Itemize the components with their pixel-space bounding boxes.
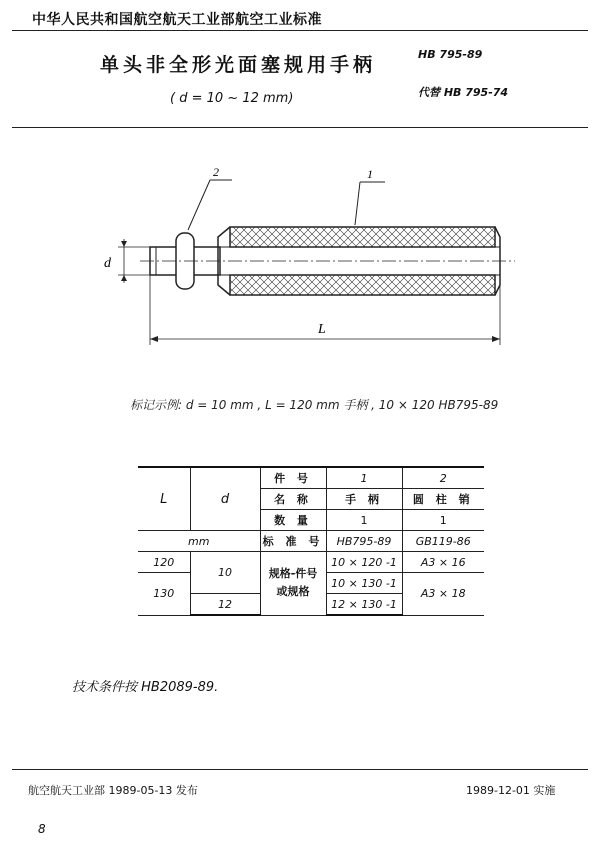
row2-L: 130: [138, 573, 190, 616]
leader-2: [188, 180, 232, 230]
row1-pin: A3 × 16: [402, 552, 484, 573]
name-label: 名 称: [260, 489, 326, 510]
dim-L-label: L: [318, 322, 326, 337]
table-row: [138, 467, 484, 489]
table-row: [138, 552, 484, 573]
row2-pin: A3 × 18: [402, 573, 484, 616]
part-no-1: 1: [326, 467, 402, 489]
std-2: GB119-86: [402, 531, 484, 552]
header-divider: [12, 30, 588, 31]
technical-drawing: [0, 130, 600, 380]
row1-handle: 10 × 120 -1: [326, 552, 402, 573]
page-subtitle: ( d = 10 ~ 12 mm): [170, 91, 294, 106]
spec-label-line1: 规格-件号: [268, 567, 318, 581]
unit-cell: mm: [138, 531, 260, 552]
col-d-header: d: [190, 467, 260, 531]
spec-label: [260, 552, 326, 616]
row3-d: 12: [190, 594, 260, 616]
std-1: HB795-89: [326, 531, 402, 552]
footer-divider: [12, 769, 588, 770]
technical-conditions: 技术条件按 HB2089-89.: [72, 680, 219, 695]
row1-d: 10: [190, 552, 260, 594]
marking-example: 标记示例: d = 10 mm , L = 120 mm 手柄 , 10 × 120 HB795-89: [130, 398, 499, 412]
standard-code: HB 795-89: [418, 48, 483, 61]
col-L-header: L: [138, 467, 190, 531]
dim-d-label: d: [104, 256, 111, 271]
spec-label-line2: 或规格: [276, 585, 310, 599]
issue-date: 航空航天工业部 1989-05-13 发布: [28, 784, 198, 797]
callout-2-label: 2: [213, 165, 219, 179]
replaces-code: 代替 HB 795-74: [418, 86, 509, 99]
row2-handle: 10 × 130 -1: [326, 573, 402, 594]
effective-date: 1989-12-01 实施: [466, 784, 556, 797]
qty-1: 1: [326, 510, 402, 531]
part-no-2: 2: [402, 467, 484, 489]
table-row: [138, 531, 484, 552]
row3-handle: 12 × 130 -1: [326, 594, 402, 616]
callout-1-label: 1: [367, 167, 373, 181]
name-1: 手 柄: [326, 489, 402, 510]
qty-2: 1: [402, 510, 484, 531]
qty-label: 数 量: [260, 510, 326, 531]
page-title: 单头非全形光面塞规用手柄: [100, 54, 377, 76]
part-no-label: 件 号: [260, 467, 326, 489]
title-divider: [12, 127, 588, 128]
parts-table: [138, 466, 484, 616]
leader-1: [355, 182, 385, 225]
page-number: 8: [38, 822, 46, 836]
std-label: 标 准 号: [260, 531, 326, 552]
row1-L: 120: [138, 552, 190, 573]
header-organization: 中华人民共和国航空航天工业部航空工业标准: [32, 12, 322, 28]
name-2: 圆 柱 销: [402, 489, 484, 510]
